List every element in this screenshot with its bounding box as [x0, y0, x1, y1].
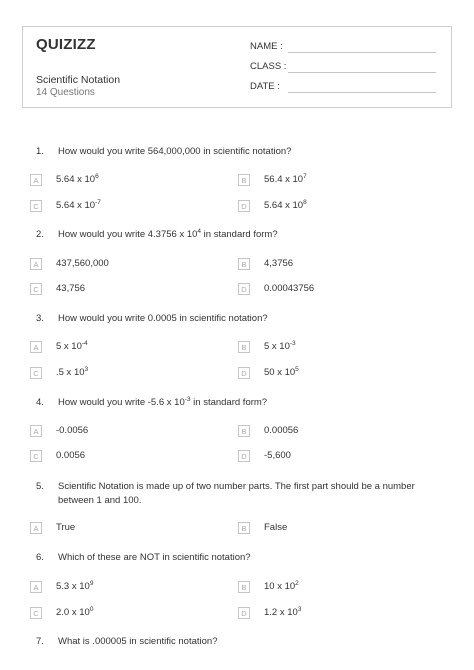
option-base: 5 x 10: [56, 341, 82, 352]
question-text-main: Which of these are NOT in scientific notation?: [58, 552, 251, 563]
option-base: 0.00043756: [264, 283, 315, 294]
question-exponent: -3: [184, 395, 191, 403]
option-text: [264, 200, 307, 212]
class-field[interactable]: [250, 61, 286, 72]
option-base: 4,3756: [264, 258, 294, 269]
option-letter-box: D: [238, 450, 250, 462]
question-text: [58, 396, 453, 410]
worksheet-title: Scientific Notation: [36, 74, 121, 86]
option-text: [56, 450, 85, 462]
option-exponent: 6: [95, 172, 99, 180]
question-text: [58, 145, 453, 159]
question-text: [58, 551, 453, 565]
option-text: [56, 283, 85, 295]
option-text: [264, 174, 307, 186]
option-text: [56, 174, 99, 186]
option-letter-box: D: [238, 607, 250, 619]
option-exponent: 8: [303, 198, 307, 206]
question-exponent: 4: [197, 227, 202, 235]
name-field[interactable]: [250, 41, 283, 52]
option-text: [56, 200, 101, 212]
option-letter-box: B: [238, 522, 250, 534]
date-field[interactable]: [250, 81, 280, 92]
option-exponent: 9: [89, 579, 94, 587]
option-base: 50 x 10: [264, 367, 296, 378]
question-number: 3.: [36, 313, 44, 324]
option-letter-box: D: [238, 283, 250, 295]
option-base: -0.0056: [56, 425, 89, 436]
option-text: [264, 581, 299, 593]
option-exponent: -7: [95, 198, 101, 206]
option-text: [264, 258, 293, 270]
option-base: 5.64 x 10: [56, 200, 96, 211]
question-text-main: How would you write 564,000,000 in scientific notation?: [58, 146, 292, 157]
option-exponent: 7: [303, 172, 307, 180]
option-exponent: 3: [297, 605, 302, 613]
option-letter-box: B: [238, 425, 250, 437]
question-count: 14 Questions: [36, 87, 95, 98]
question-text: [58, 228, 453, 242]
option-letter-box: B: [238, 258, 250, 270]
option-base: .5 x 10: [56, 367, 85, 378]
option-text: [56, 341, 88, 353]
question-number: 7.: [36, 636, 44, 647]
date-label: DATE :: [250, 81, 280, 92]
option-letter-box: C: [30, 283, 42, 295]
option-exponent: 0: [89, 605, 94, 613]
question-text-main: How would you write 4.3756 x 10: [58, 229, 198, 240]
option-letter-box: A: [30, 425, 42, 437]
option-letter-box: B: [238, 341, 250, 353]
option-base: False: [264, 522, 288, 533]
option-base: 0.00056: [264, 425, 299, 436]
option-letter-box: A: [30, 581, 42, 593]
class-label: CLASS :: [250, 61, 287, 72]
option-letter-box: A: [30, 174, 42, 186]
option-text: [56, 581, 93, 593]
option-base: 437,560,000: [56, 258, 109, 269]
option-text: [264, 522, 287, 534]
option-letter-box: C: [30, 607, 42, 619]
option-base: True: [56, 522, 76, 533]
option-letter-box: C: [30, 450, 42, 462]
question-text-main: Scientific Notation is made up of two number parts. The first part should be a number between 1 and 100.: [58, 481, 415, 506]
option-base: 5.64 x 10: [56, 174, 96, 185]
option-text: [56, 607, 93, 619]
option-base: 5.64 x 10: [264, 200, 304, 211]
question-text: [58, 635, 453, 649]
quizizz-logo: QUIZIZZ: [36, 36, 96, 53]
option-base: 43,756: [56, 283, 86, 294]
option-text: [264, 450, 291, 462]
option-text: [264, 425, 298, 437]
question-text-tail: in standard form?: [190, 397, 268, 408]
question-text: [58, 312, 453, 326]
option-text: [264, 607, 301, 619]
option-exponent: 5: [295, 365, 299, 373]
option-letter-box: D: [238, 200, 250, 212]
option-base: -5,600: [264, 450, 291, 461]
option-exponent: -3: [289, 339, 296, 347]
option-letter-box: D: [238, 367, 250, 379]
question-number: 6.: [36, 552, 44, 563]
option-letter-box: C: [30, 367, 42, 379]
option-base: 2.0 x 10: [56, 607, 90, 618]
option-text: [264, 341, 296, 353]
option-text: [264, 283, 314, 295]
question-number: 4.: [36, 397, 44, 408]
option-base: 5 x 10: [264, 341, 290, 352]
question-text-tail: in standard form?: [201, 229, 278, 240]
question-text-main: How would you write -5.6 x 10: [58, 397, 185, 408]
option-letter-box: C: [30, 200, 42, 212]
option-letter-box: A: [30, 258, 42, 270]
option-letter-box: B: [238, 581, 250, 593]
option-letter-box: A: [30, 341, 42, 353]
option-base: 0.0056: [56, 450, 86, 461]
option-base: 10 x 10: [264, 581, 296, 592]
question-text-main: What is .000005 in scientific notation?: [58, 636, 218, 647]
class-line: [288, 72, 436, 73]
name-line: [288, 52, 436, 53]
option-text: [56, 425, 88, 437]
option-text: [264, 367, 299, 379]
question-text-main: How would you write 0.0005 in scientific notation?: [58, 313, 268, 324]
date-line: [288, 92, 436, 93]
option-text: [56, 522, 75, 534]
option-base: 5.3 x 10: [56, 581, 90, 592]
option-text: [56, 258, 109, 270]
option-base: 1.2 x 10: [264, 607, 298, 618]
option-base: 56.4 x 10: [264, 174, 304, 185]
question-number: 1.: [36, 146, 44, 157]
question-number: 5.: [36, 481, 44, 492]
option-exponent: -4: [81, 339, 88, 347]
option-letter-box: A: [30, 522, 42, 534]
option-exponent: 3: [84, 365, 89, 373]
option-exponent: 2: [295, 579, 299, 587]
question-text: [58, 480, 453, 508]
option-text: [56, 367, 88, 379]
name-label: NAME :: [250, 41, 283, 52]
question-number: 2.: [36, 229, 44, 240]
option-letter-box: B: [238, 174, 250, 186]
